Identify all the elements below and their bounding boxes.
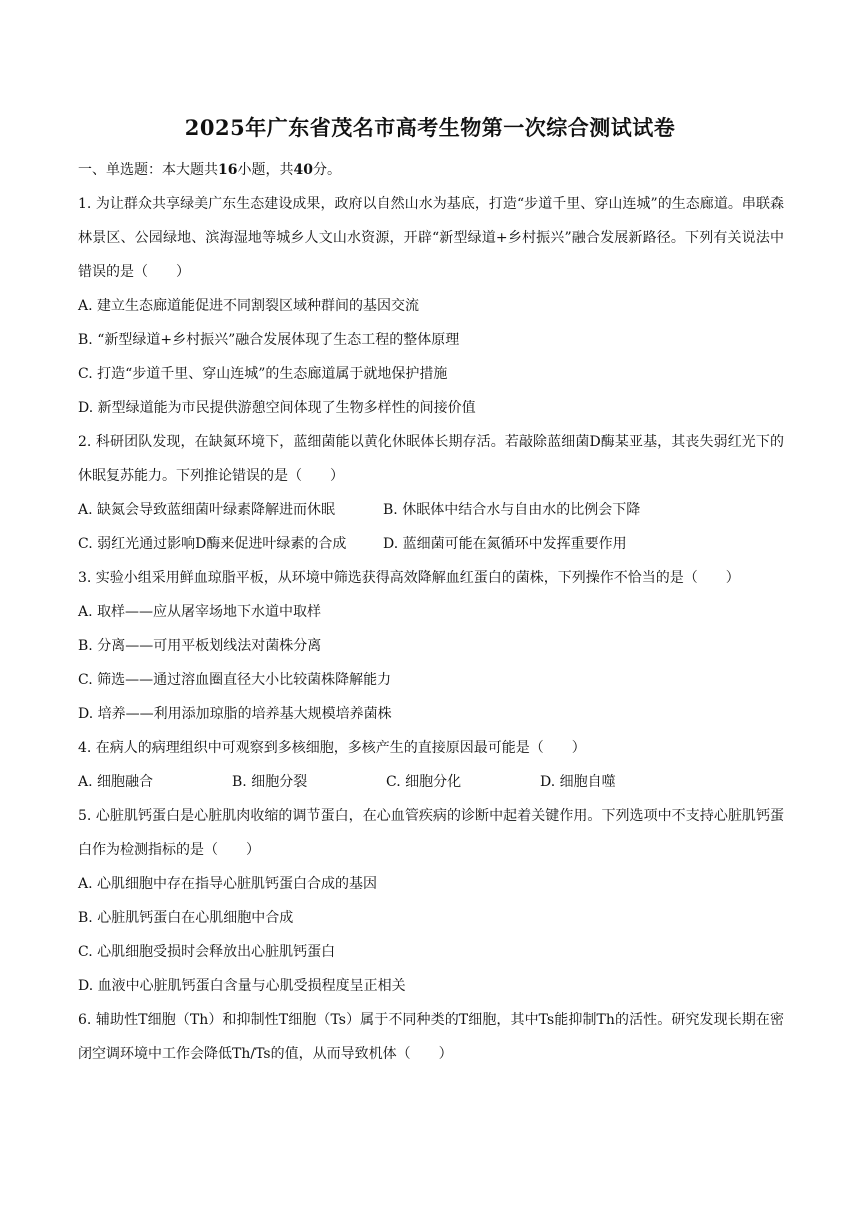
question-4-option-d: D. 细胞自噬 <box>540 774 616 790</box>
question-3-option-d: D. 培养——利用添加琼脂的培养基大规模培养菌株 <box>78 706 392 722</box>
question-1-option-c: C. 打造“步道千里、穿山连城”的生态廊道属于就地保护措施 <box>78 366 448 382</box>
question-5-stem: 5. 心脏肌钙蛋白是心脏肌肉收缩的调节蛋白，在心血管疾病的诊断中起着关键作用。下列选项中不支持心脏肌钙蛋白作为检测指标的是（ ） <box>78 808 784 858</box>
question-2-option-a: A. 缺氮会导致蓝细菌叶绿素降解进而休眠 <box>78 502 336 518</box>
question-2-option-c: C. 弱红光通过影响D酶来促进叶绿素的合成 <box>78 536 347 552</box>
section-suffix: 分。 <box>312 162 341 178</box>
question-5-option-d: D. 血液中心脏肌钙蛋白含量与心肌受损程度呈正相关 <box>78 978 406 994</box>
section-heading <box>78 153 784 187</box>
question-3-option-c: C. 筛选——通过溶血圈直径大小比较菌株降解能力 <box>78 672 392 688</box>
question-5-option-b: B. 心脏肌钙蛋白在心肌细胞中合成 <box>78 910 294 926</box>
section-prefix: 一、单选题：本大题共 <box>78 162 218 178</box>
question-6-stem: 6. 辅助性T细胞（Th）和抑制性T细胞（Ts）属于不同种类的T细胞，其中Ts能抑制Th的活性。研究发现长期在密闭空调环境中工作会降低Th/Ts的值，从而导致机体（ ） <box>78 1012 784 1062</box>
question-4-option-b: B. 细胞分裂 <box>232 774 308 790</box>
question-2-options-row-2 <box>78 527 784 561</box>
question-2-stem: 2. 科研团队发现，在缺氮环境下，蓝细菌能以黄化休眠体长期存活。若敲除蓝细菌D酶某亚基，其丧失弱红光下的休眠复苏能力。下列推论错误的是（ ） <box>78 434 784 484</box>
section-mid: 小题，共 <box>237 162 294 178</box>
question-2-options-row-1 <box>78 493 784 527</box>
question-4-options <box>78 765 784 799</box>
question-count: 16 <box>218 162 238 178</box>
question-2-option-d: D. 蓝细菌可能在氮循环中发挥重要作用 <box>383 536 627 552</box>
page-title: 2025年广东省茂名市高考生物第一次综合测试试卷 <box>184 115 676 140</box>
question-4-option-c: C. 细胞分化 <box>386 774 462 790</box>
question-4-option-a: A. 细胞融合 <box>78 774 154 790</box>
question-4-stem: 4. 在病人的病理组织中可观察到多核细胞，多核产生的直接原因最可能是（ ） <box>78 740 586 756</box>
question-3-stem: 3. 实验小组采用鲜血琼脂平板，从环境中筛选获得高效降解血红蛋白的菌株，下列操作不恰当的是（ ） <box>78 570 740 586</box>
question-5-option-c: C. 心肌细胞受损时会释放出心脏肌钙蛋白 <box>78 944 336 960</box>
total-score: 40 <box>293 162 313 178</box>
question-1-stem: 1. 为让群众共享绿美广东生态建设成果，政府以自然山水为基底，打造“步道千里、穿山连城”的生态廊道。串联森林景区、公园绿地、滨海湿地等城乡人文山水资源，开辟“新型绿道+乡村振兴”融合发展新路径。下列有关说法中错误的是（ ） <box>78 196 784 280</box>
question-3-option-a: A. 取样——应从屠宰场地下水道中取样 <box>78 604 322 620</box>
question-2-option-b: B. 休眠体中结合水与自由水的比例会下降 <box>383 502 641 518</box>
question-5-option-a: A. 心肌细胞中存在指导心脏肌钙蛋白合成的基因 <box>78 876 378 892</box>
question-1-option-d: D. 新型绿道能为市民提供游憩空间体现了生物多样性的间接价值 <box>78 400 476 416</box>
exam-content <box>78 153 784 1071</box>
question-1-option-b: B. “新型绿道+乡村振兴”融合发展体现了生态工程的整体原理 <box>78 332 460 348</box>
question-1-option-a: A. 建立生态廊道能促进不同割裂区域种群间的基因交流 <box>78 298 420 314</box>
question-3-option-b: B. 分离——可用平板划线法对菌株分离 <box>78 638 322 654</box>
